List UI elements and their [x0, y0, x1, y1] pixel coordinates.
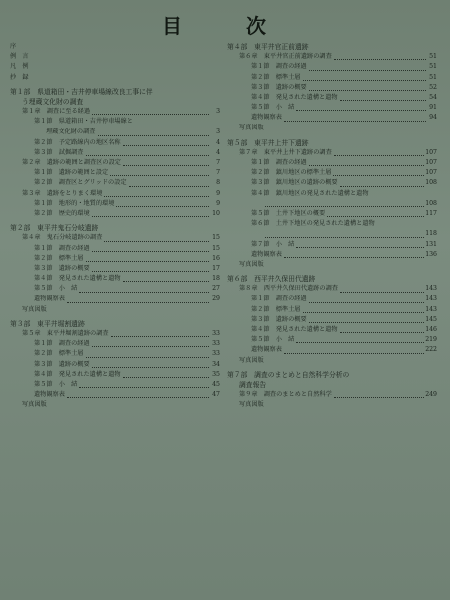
toc-entry-title: 遺物観察表 — [34, 391, 65, 399]
toc-entry-title: 第６節 土井下地区の発見された遺構と遺物 — [251, 220, 375, 228]
toc-entry-page: 7 — [216, 159, 220, 167]
toc-entry — [227, 209, 437, 219]
dot-leader — [86, 155, 210, 156]
toc-entry-page: 45 — [212, 380, 220, 388]
toc-entry-title: 遺物観察表 — [34, 295, 65, 303]
toc-entry-title: 第４節 鎮川地区の発見された遺構と遺物 — [251, 189, 369, 197]
toc-entry-page: 7 — [216, 169, 220, 177]
toc-entry-title: 第７部 調査のまとめと自然科学分析の — [227, 370, 350, 379]
toc-entry-page: 108 — [425, 179, 437, 187]
toc-entry-title: 第１部 県道箱田・吉井停車場線改良工事に伴 — [10, 87, 153, 96]
dot-leader — [333, 175, 424, 176]
toc-entry-title: 第８章 西平井久保田代遺跡の調査 — [239, 285, 338, 293]
toc-entry — [10, 329, 220, 339]
toc-entry-page: 222 — [425, 346, 437, 354]
toc-entry-title: 第２節 標準土層 — [251, 305, 301, 313]
toc-entry — [10, 319, 220, 329]
toc-entry — [227, 42, 437, 52]
dot-leader — [92, 271, 209, 272]
toc-entry — [227, 103, 437, 113]
toc-entry-title: 第３節 鎮川地区の遺跡の概要 — [251, 179, 338, 187]
toc-entry — [10, 117, 220, 127]
dot-leader — [340, 292, 424, 293]
toc-column-left — [10, 42, 220, 411]
dot-leader — [309, 90, 426, 91]
toc-entry-page: 51 — [429, 73, 437, 81]
toc-entry-title: 第３部 東平井堀割遺跡 — [10, 319, 85, 328]
dot-leader — [265, 237, 424, 238]
toc-entry-title: 第２節 歴史的環境 — [34, 209, 90, 217]
toc-entry-title: 第６章 東平井官正前遺跡の調査 — [239, 53, 332, 61]
toc-entry — [10, 168, 220, 178]
dot-leader — [98, 135, 210, 136]
toc-entry — [10, 264, 220, 274]
toc-entry-title: 第１節 調査の経過 — [34, 340, 90, 348]
toc-entry-page: 33 — [212, 350, 220, 358]
toc-entry — [10, 148, 220, 158]
toc-entry-page: 143 — [425, 295, 437, 303]
toc-entry-title: 第５節 土井下地区の概要 — [251, 209, 326, 217]
toc-entry-page: 8 — [216, 179, 220, 187]
toc-entry-page: 107 — [425, 169, 437, 177]
toc-entry-title: 第４部 東平井官正前遺跡 — [227, 42, 309, 51]
toc-entry-title: 遺物観察表 — [251, 114, 282, 122]
dot-leader — [284, 257, 424, 258]
dot-leader — [284, 353, 424, 354]
toc-entry — [227, 189, 437, 199]
toc-entry-title: 第２章 遺跡の範囲と調査区の設定 — [22, 159, 121, 167]
dot-leader — [309, 302, 425, 303]
toc-entry — [10, 254, 220, 264]
dot-leader — [340, 100, 426, 101]
dot-leader — [79, 292, 209, 293]
toc-entry — [227, 52, 437, 62]
toc-entry — [10, 62, 220, 72]
toc-entry-page: 51 — [429, 63, 437, 71]
toc-entry-title: 第２節 鎮川地区の標準土層 — [251, 169, 332, 177]
toc-entry — [227, 158, 437, 168]
toc-entry — [227, 138, 437, 148]
toc-entry-page: 91 — [429, 104, 437, 112]
dot-leader — [309, 165, 425, 166]
toc-entry — [227, 168, 437, 178]
dot-leader — [340, 186, 425, 187]
toc-entry — [227, 250, 437, 260]
toc-entry-title: 凡 例 — [10, 63, 29, 71]
toc-entry-title: 序 — [10, 42, 17, 50]
toc-entry — [10, 295, 220, 305]
dot-leader — [265, 206, 424, 207]
toc-entry-title: 第３節 遺跡の概要 — [34, 264, 90, 272]
toc-entry — [10, 244, 220, 254]
toc-entry — [10, 223, 220, 233]
toc-entry-page: 33 — [212, 340, 220, 348]
page-title: 目 次 — [162, 14, 288, 38]
dot-leader — [296, 342, 424, 343]
toc-entry-title: 第５章 東平井堀割遺跡の調査 — [22, 330, 109, 338]
toc-entry — [10, 370, 220, 380]
dot-leader — [123, 165, 209, 166]
toc-entry-page: 4 — [216, 148, 220, 156]
toc-entry-title: 第１章 調査に至る経過 — [22, 108, 91, 116]
toc-entry-page: 143 — [425, 285, 437, 293]
dot-leader — [104, 241, 209, 242]
toc-entry-title: 写真図版 — [239, 260, 264, 268]
toc-entry-title: 第１節 県道箱田・吉井停車場線と — [34, 118, 133, 126]
toc-entry-page: 52 — [429, 83, 437, 91]
toc-entry-title: 第５部 東平井上井下遺跡 — [227, 138, 309, 147]
toc-entry-title: 第５節 小 結 — [34, 285, 78, 293]
toc-entry-title: 第４章 鬼石分岐遺跡の調査 — [22, 234, 103, 242]
toc-entry — [227, 124, 437, 134]
dot-leader — [86, 261, 210, 262]
dot-leader — [110, 175, 209, 176]
toc-entry — [10, 107, 220, 117]
toc-entry — [227, 315, 437, 325]
dot-leader — [123, 281, 209, 282]
toc-entry-page: 3 — [216, 128, 220, 136]
toc-entry-title: 第１節 調査の経過 — [251, 295, 307, 303]
toc-entry — [227, 113, 437, 123]
dot-leader — [92, 251, 209, 252]
toc-entry — [10, 87, 220, 97]
toc-entry — [10, 42, 220, 52]
toc-entry-title: 第３節 遺跡の概要 — [34, 360, 90, 368]
toc-entry-title: 第１節 調査の経過 — [251, 63, 307, 71]
dot-leader — [334, 59, 426, 60]
toc-entry-title: 第２節 標準土層 — [251, 73, 301, 81]
dot-leader — [334, 397, 424, 398]
toc-entry-title: う埋蔵文化財の調査 — [22, 97, 84, 106]
toc-entry-title: 第７章 東平井上井下遺跡の調査 — [239, 148, 332, 156]
toc-entry — [227, 390, 437, 400]
toc-entry-title: 写真図版 — [22, 305, 47, 313]
dot-leader — [92, 216, 209, 217]
toc-entry — [227, 400, 437, 410]
toc-entry-page: 118 — [425, 230, 437, 238]
toc-entry — [10, 189, 220, 199]
toc-entry-title: 抄 録 — [10, 73, 29, 81]
toc-entry — [10, 128, 220, 138]
dot-leader — [340, 332, 425, 333]
toc-entry-title: 第２節 標準土層 — [34, 350, 84, 358]
toc-entry — [227, 178, 437, 188]
toc-entry — [227, 356, 437, 366]
toc-entry — [227, 199, 437, 209]
toc-entry-page: 9 — [216, 199, 220, 207]
toc-entry-title: 第５節 小 結 — [34, 380, 78, 388]
toc-entry-page: 107 — [425, 159, 437, 167]
toc-entry-page: 136 — [425, 250, 437, 258]
toc-entry-page: 108 — [425, 199, 437, 207]
toc-entry — [227, 93, 437, 103]
toc-entry-title: 写真図版 — [239, 401, 264, 409]
toc-entry-page: 54 — [429, 93, 437, 101]
dot-leader — [67, 302, 209, 303]
dot-leader — [334, 155, 424, 156]
toc-entry — [10, 199, 220, 209]
toc-entry-title: 例 言 — [10, 53, 29, 61]
dot-leader — [67, 397, 209, 398]
toc-entry — [227, 62, 437, 72]
dot-leader — [123, 377, 209, 378]
toc-entry — [10, 305, 220, 315]
toc-entry-title: 第５節 小 結 — [251, 336, 295, 344]
toc-entry-title: 第４節 発見された遺構と遺物 — [34, 275, 121, 283]
toc-entry — [227, 219, 437, 229]
dot-leader — [309, 70, 426, 71]
toc-entry — [227, 325, 437, 335]
toc-entry-title: 第４節 発見された遺構と遺物 — [251, 326, 338, 334]
toc-entry-page: 10 — [212, 209, 220, 217]
toc-entry-title: 第１節 遺跡の範囲と設定 — [34, 169, 109, 177]
toc-entry — [227, 305, 437, 315]
toc-entry — [10, 349, 220, 359]
toc-entry — [227, 274, 437, 284]
toc-entry-page: 107 — [425, 148, 437, 156]
toc-entry-title: 第３章 遺跡をとりまく環境 — [22, 189, 103, 197]
dot-leader — [303, 312, 425, 313]
toc-entry-page: 16 — [212, 254, 220, 262]
toc-entry-page: 15 — [212, 234, 220, 242]
toc-entry — [227, 83, 437, 93]
dot-leader — [116, 206, 209, 207]
toc-entry-title: 写真図版 — [22, 401, 47, 409]
toc-entry — [10, 97, 220, 107]
dot-leader — [327, 216, 424, 217]
toc-entry-title: 第１節 調査の経過 — [251, 159, 307, 167]
dot-leader — [104, 196, 209, 197]
dot-leader — [296, 247, 424, 248]
toc-entry — [10, 284, 220, 294]
toc-entry-page: 29 — [212, 295, 220, 303]
toc-entry-title: 第２部 東平井鬼石分岐遺跡 — [10, 224, 99, 233]
dot-leader — [309, 322, 425, 323]
toc-entry — [10, 178, 220, 188]
dot-leader — [79, 387, 209, 388]
dot-leader — [92, 114, 209, 115]
toc-entry — [10, 233, 220, 243]
dot-leader — [111, 336, 209, 337]
dot-leader — [92, 346, 209, 347]
toc-entry-page: 15 — [212, 244, 220, 252]
toc-entry-page: 27 — [212, 285, 220, 293]
toc-entry-page: 33 — [212, 330, 220, 338]
toc-entry — [227, 380, 437, 390]
dot-leader — [92, 367, 209, 368]
toc-entry-title: 遺物観察表 — [251, 346, 282, 354]
dot-leader — [303, 80, 427, 81]
toc-entry-page: 34 — [212, 360, 220, 368]
toc-entry — [10, 52, 220, 62]
toc-entry — [227, 148, 437, 158]
toc-entry-title: 第２節 予定路線内の地区名称 — [34, 138, 121, 146]
toc-entry-title: 第６部 西平井久保田代遺跡 — [227, 275, 316, 284]
toc-entry-page: 219 — [425, 336, 437, 344]
toc-entry-title: 第４節 発見された遺構と遺物 — [34, 370, 121, 378]
toc-entry-title: 第３節 遺跡の概要 — [251, 315, 307, 323]
toc-entry-title: 第３節 試掘調査 — [34, 148, 84, 156]
toc-entry-title: 写真図版 — [239, 124, 264, 132]
toc-entry-page: 94 — [429, 114, 437, 122]
toc-entry — [227, 335, 437, 345]
toc-entry-title: 埋蔵文化財の調査 — [46, 128, 96, 136]
toc-entry — [227, 370, 437, 380]
toc-entry — [10, 390, 220, 400]
toc-entry-page: 9 — [216, 189, 220, 197]
toc-entry-page: 51 — [429, 53, 437, 61]
dot-leader — [284, 121, 426, 122]
toc-entry-title: 第２節 標準土層 — [34, 254, 84, 262]
toc-entry-page: 117 — [425, 209, 437, 217]
toc-entry-title: 第５節 小 結 — [251, 104, 295, 112]
toc-entry-page: 3 — [216, 108, 220, 116]
toc-entry — [10, 73, 220, 83]
toc-entry — [227, 284, 437, 294]
toc-entry — [10, 138, 220, 148]
toc-entry-page: 131 — [425, 240, 437, 248]
toc-entry-page: 143 — [425, 305, 437, 313]
toc-entry-page: 249 — [425, 391, 437, 399]
toc-entry-page: 18 — [212, 275, 220, 283]
dot-leader — [123, 145, 209, 146]
toc-entry-title: 第１節 地形的・地質的環境 — [34, 199, 115, 207]
toc-entry — [227, 73, 437, 83]
toc-entry-title: 第２節 調査区とグリッドの設定 — [34, 179, 127, 187]
toc-entry — [227, 240, 437, 250]
toc-entry-title: 第１節 調査の経過 — [34, 244, 90, 252]
toc-entry-title: 調査報告 — [239, 380, 267, 389]
toc-entry-page: 47 — [212, 391, 220, 399]
toc-entry — [10, 339, 220, 349]
dot-leader — [86, 357, 210, 358]
toc-entry — [227, 229, 437, 239]
toc-entry — [10, 380, 220, 390]
toc-entry-title: 第７節 小 結 — [251, 240, 295, 248]
toc-entry-title: 写真図版 — [239, 356, 264, 364]
toc-entry — [227, 295, 437, 305]
toc-entry — [10, 158, 220, 168]
toc-entry — [10, 360, 220, 370]
dot-leader — [296, 110, 426, 111]
toc-entry — [10, 400, 220, 410]
toc-entry-page: 17 — [212, 264, 220, 272]
toc-entry — [10, 274, 220, 284]
toc-entry-title: 第４節 発見された遺構と遺物 — [251, 93, 338, 101]
toc-entry-page: 4 — [216, 138, 220, 146]
toc-column-right — [227, 42, 437, 411]
toc-entry — [10, 209, 220, 219]
toc-entry-title: 第９章 調査のまとめと自然科学 — [239, 391, 332, 399]
toc-entry-page: 35 — [212, 370, 220, 378]
toc-entry-title: 第３節 遺跡の概要 — [251, 83, 307, 91]
toc-entry — [227, 260, 437, 270]
toc-entry-page: 145 — [425, 315, 437, 323]
toc-entry-page: 146 — [425, 326, 437, 334]
toc-entry — [227, 345, 437, 355]
toc-entry-title: 遺物観察表 — [251, 250, 282, 258]
dot-leader — [129, 186, 209, 187]
